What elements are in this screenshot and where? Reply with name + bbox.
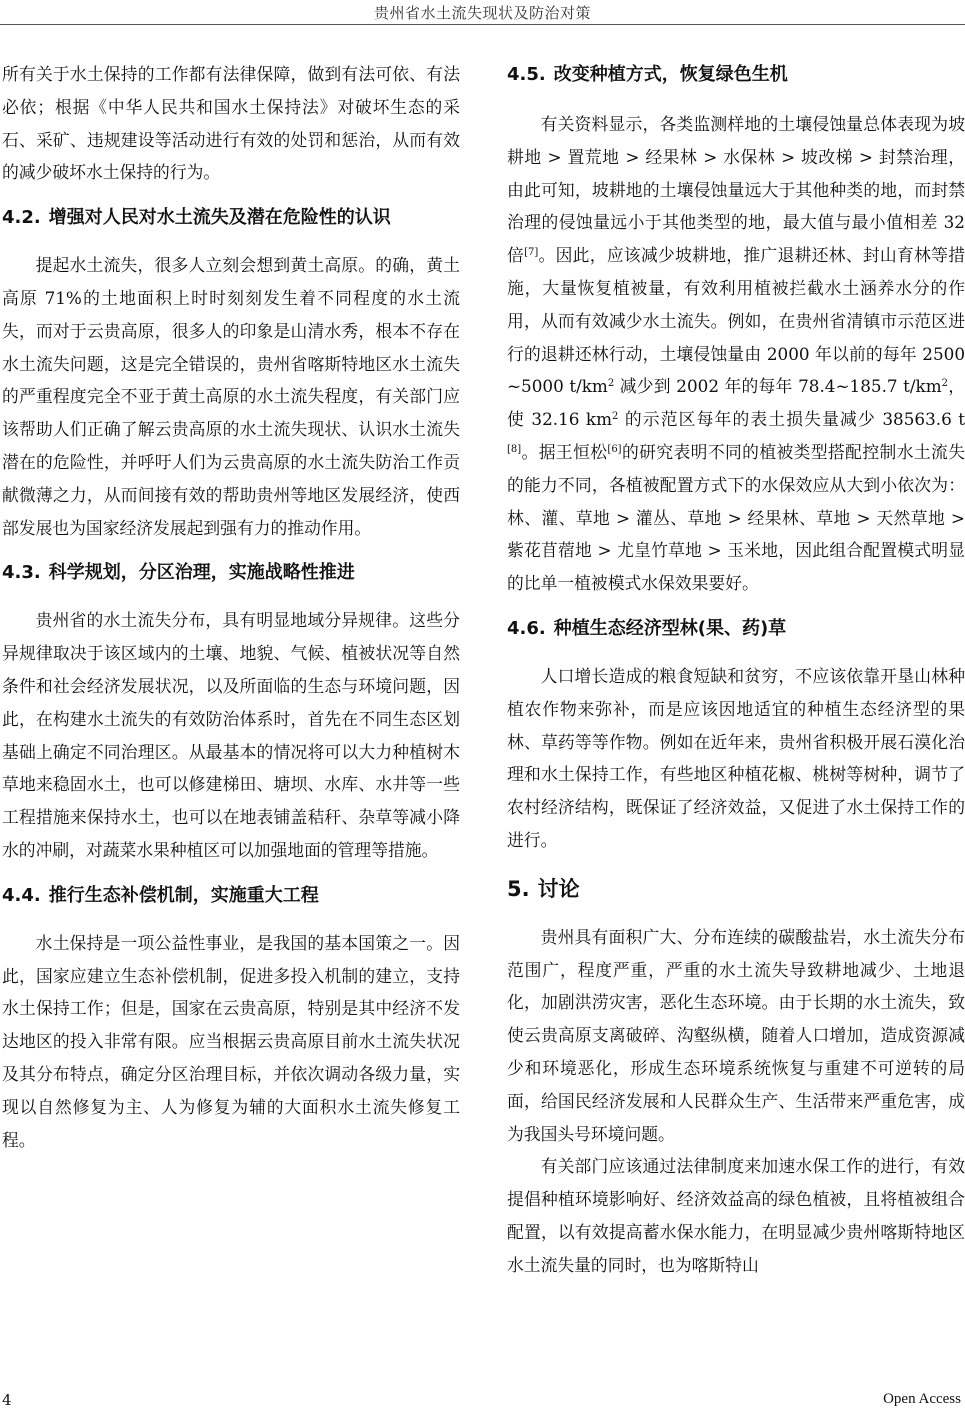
section-4-3-paragraph: 贵州省的水土流失分布，具有明显地域分异规律。这些分异规律取决于该区域内的土壤、地貌、气候、植被状况等自然条件和社会经济发展状况，以及所面临的生态与环境问题，因此，在构建水土流失的有效防治体系时，首先在不同生态区划基础上确定不同治理区。从最基本的情况将可以大力种植树木草地来稳固水土，也可以修建梯田、塘坝、水库、水井等一些工程措施来保持水土，也可以在地表铺盖秸秆、杂草等减小降水的冲刷，对蔬菜水果种植区可以加强地面的管理等措施。 xyxy=(2,610,460,860)
section-title: 推行生态补偿机制，实施重大工程 xyxy=(48,884,319,906)
superscript: 2 xyxy=(607,378,615,390)
section-5-heading xyxy=(507,871,965,907)
section-number: 5. xyxy=(507,876,530,901)
section-number: 4.3. xyxy=(2,562,41,584)
text-run: 减少到 2002 年的每年 78.4~185.7 t/km xyxy=(614,376,942,397)
section-number: 4.2. xyxy=(2,207,41,229)
section-4-2-paragraph: 提起水土流失，很多人立刻会想到黄土高原。的确，黄土高原 71%的土地面积上时时刻刻发生着不同程度的水土流失，而对于云贵高原，很多人的印象是山清水秀，根本不存在水土流失问题，这是完全错误的，贵州省喀斯特地区水土流失的严重程度完全不亚于黄土高原的水土流失程度，有关部门应该帮助人们正确了解云贵高原的水土流失现状、认识水土流失潜在的危险性，并呼吁人们为云贵高原的水土流失防治工作贡献微薄之力，从而间接有效的帮助贵州等地区发展经济，使西部发展也为国家经济发展起到强有力的推动作用。 xyxy=(2,255,460,538)
page-number: 4 xyxy=(2,1391,12,1409)
section-4-2-heading xyxy=(2,201,460,235)
section-4-4-paragraph: 水土保持是一项公益性事业，是我国的基本国策之一。因此，国家应建立生态补偿机制，促进多投入机制的建立，支持水土保持工作；但是，国家在云贵高原，特别是其中经济不发达地区的投入非常有限。应当根据云贵高原目前水土流失状况及其分布特点，确定分区治理目标，并依次调动各级力量，实现以自然修复为主、人为修复为辅的大面积水土流失修复工程。 xyxy=(2,932,460,1150)
journal-label: Open Access xyxy=(883,1391,961,1407)
section-4-6-paragraph: 人口增长造成的粮食短缺和贫穷，不应该依靠开垦山林种植农作物来弥补，而是应该因地适宜的种植生态经济型的果林、草药等等作物。例如在近年来，贵州省积极开展石漠化治理和水土保持工作，有些地区种植花椒、桃树等树种，调节了农村经济结构，既保证了经济效益，又促进了水土保持工作的进行。 xyxy=(507,665,965,850)
section-title: 改变种植方式，恢复绿色生机 xyxy=(553,64,788,85)
citation-ref: [7] xyxy=(524,247,539,259)
section-number: 4.5. xyxy=(507,64,546,85)
section-4-5-paragraph xyxy=(507,108,965,600)
section-title: 讨论 xyxy=(537,876,580,901)
section-4-4-heading xyxy=(2,879,460,913)
section-4-6-heading xyxy=(507,612,965,646)
section-4-3-heading xyxy=(2,556,460,590)
text-run: 的示范区每年的表土损失量减少 38563.6 t xyxy=(618,409,965,430)
superscript: 2 xyxy=(612,411,619,423)
section-5-paragraph-1: 贵州具有面积广大、分布连续的碳酸盐岩，水土流失分布范围广，程度严重，严重的水土流失导致耕地减少、土地退化，加剧洪涝灾害，恶化生态环境。由于长期的水土流失，致使云贵高原支离破碎、沟壑纵横，随着人口增加，造成资源减少和环境恶化，形成生态环境系统恢复与重建不可逆转的局面，给国民经济发展和人民群众生产、生活带来严重危害，成为我国头号环境问题。 xyxy=(507,926,965,1144)
section-4-5-heading xyxy=(507,58,965,92)
section-number: 4.6. xyxy=(507,617,546,639)
text-run: 。据王恒松 xyxy=(521,441,608,462)
text-run: ，使 32.16 km xyxy=(507,376,965,430)
right-column xyxy=(507,58,965,1282)
superscript: 2 xyxy=(941,378,948,390)
section-5-paragraph-2: 有关部门应该通过法律制度来加速水保工作的进行，有效提倡种植环境影响好、经济效益高的绿色植被，且将植被组合配置，以有效提高蓄水保水能力，在明显减少贵州喀斯特地区水土流失量的同时，也为喀斯特山 xyxy=(507,1156,965,1275)
running-header: 贵州省水土流失现状及防治对策 xyxy=(373,4,591,22)
citation-ref: [6] xyxy=(607,443,622,455)
text-run: 。因此，应该减少坡耕地，推广退耕还林、封山育林等措施，大量恢复植被量，有效利用植被拦截水土涵养水分的作用，从而有效减少水土流失。例如，在贵州省清镇市示范区进行的退耕还林行动，土壤侵蚀量由 2000 年以前的每年 2500~5000 t/km xyxy=(507,245,965,397)
intro-paragraph: 所有关于水土保持的工作都有法律保障，做到有法可依、有法必依；根据《中华人民共和国水土保持法》对破坏生态的采石、采矿、违规建设等活动进行有效的处罚和惩治，从而有效的减少破坏水土保持的行为。 xyxy=(2,64,460,183)
section-title: 增强对人民对水土流失及潜在危险性的认识 xyxy=(48,207,391,229)
section-title: 种植生态经济型林(果、药)草 xyxy=(553,617,787,639)
left-column xyxy=(2,58,460,1156)
section-number: 4.4. xyxy=(2,884,41,906)
text-run: 的研究表明不同的植被类型搭配控制水土流失的能力不同，各植被配置方式下的水保效应从大到小依次为：林、灌、草地 > 灌丛、草地 > 经果林、草地 > 天然草地 > 紫花苜蓿地 > 尤皇竹草地 > 玉米地，因此组合配置模式明显的比单一植被模式水保效果要好。 xyxy=(507,441,965,594)
text-run: 有关资料显示，各类监测样地的土壤侵蚀量总体表现为坡耕地 > 置荒地 > 经果林 > 水保林 > 坡改梯 > 封禁治理，由此可知，坡耕地的土壤侵蚀量远大于其他种类的地，而封禁治理的侵蚀量远小于其他类型的地，最大值与最小值相差 32 倍 xyxy=(507,114,965,266)
section-title: 科学规划，分区治理，实施战略性推进 xyxy=(48,562,355,584)
header-rule xyxy=(0,24,965,25)
citation-ref: [8] xyxy=(507,443,522,455)
